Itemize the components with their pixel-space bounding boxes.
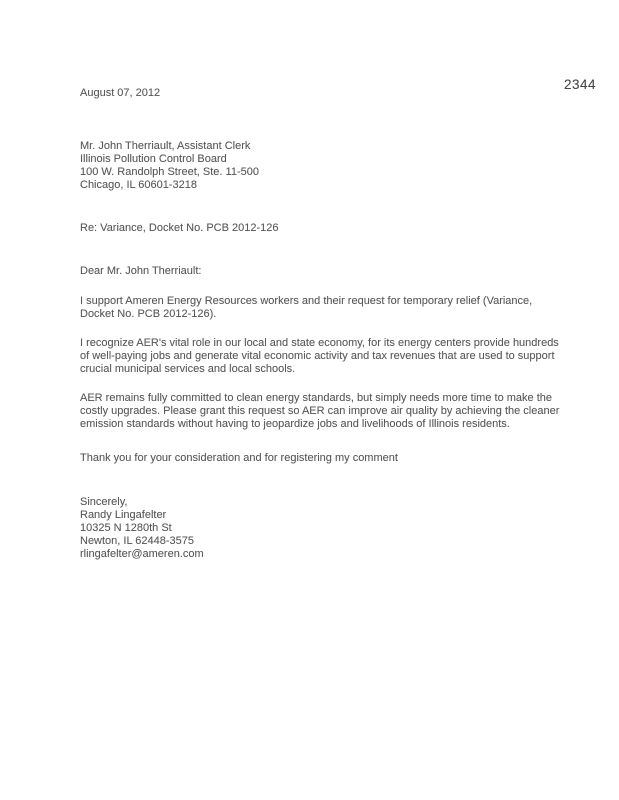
body-paragraph-support: I support Ameren Energy Resources workers and their request for temporary relief (Variance, Docket No. PCB 2012-126). <box>80 295 533 320</box>
sender-name: Randy Lingafelter <box>80 509 167 521</box>
body-paragraph-economy: I recognize AER's vital role in our local and state economy, for its energy centers provide hundreds of well-paying jobs and generate vital economic activity and tax revenues that are used to support crucial municipal services and local schools. <box>80 337 559 375</box>
letter-date: August 07, 2012 <box>80 87 161 99</box>
recipient-street: 100 W. Randolph Street, Ste. 11-500 <box>80 166 259 178</box>
recipient-city-state-zip: Chicago, IL 60601-3218 <box>80 179 198 191</box>
sender-city-state-zip: Newton, IL 62448-3575 <box>80 535 194 547</box>
signature-block <box>80 496 562 561</box>
letter-body <box>80 87 562 561</box>
recipient-name: Mr. John Therriault, Assistant Clerk <box>80 140 251 152</box>
closing-salutation: Sincerely, <box>80 496 128 508</box>
body-paragraph-standards: AER remains fully committed to clean energy standards, but simply needs more time to make the costly upgrades. Please grant this request so AER can improve air quality by achieving the cleaner emission standards without having to jeopardize jobs and livelihoods of Illinois residents. <box>80 392 560 430</box>
recipient-organization: Illinois Pollution Control Board <box>80 153 227 165</box>
sender-street: 10325 N 1280th St <box>80 522 172 534</box>
thank-you-line: Thank you for your consideration and for registering my comment <box>80 452 398 464</box>
recipient-address-block <box>80 140 562 192</box>
re-subject-line: Re: Variance, Docket No. PCB 2012-126 <box>80 222 279 234</box>
page-number-stamp: 2344 <box>563 77 596 92</box>
sender-email: rlingafelter@ameren.com <box>80 548 204 560</box>
salutation: Dear Mr. John Therriault: <box>80 265 202 277</box>
